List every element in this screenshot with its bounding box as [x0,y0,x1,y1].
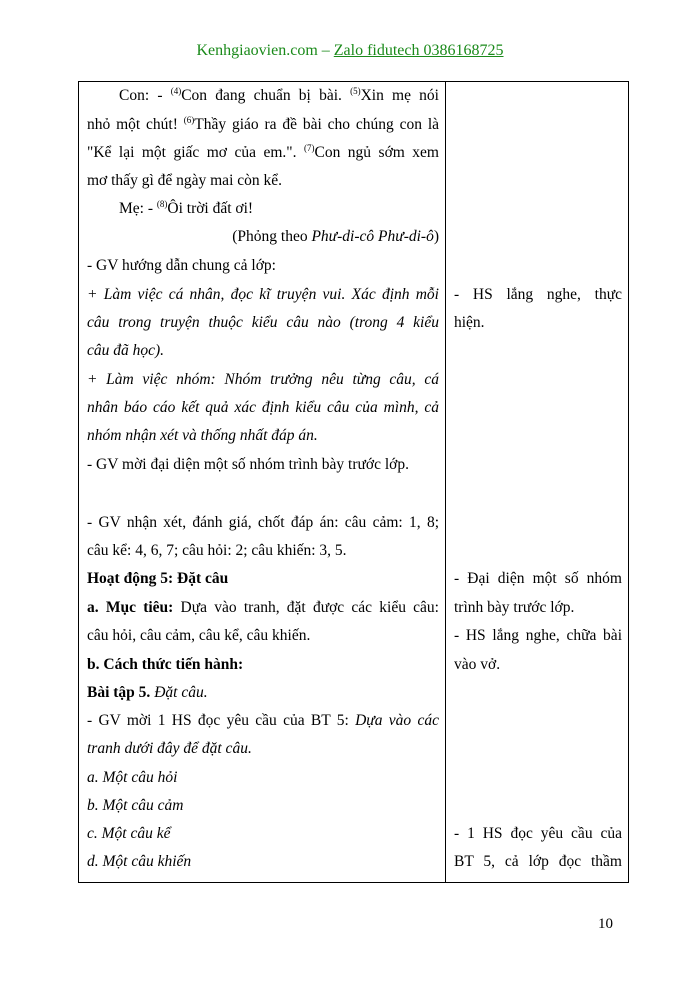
fix-line-1: - HS lắng nghe, chữa bài [454,627,622,644]
activity-5-heading: Hoạt động 5: Đặt câu [87,570,229,587]
dialog-line-4: mơ thấy gì để ngày mai còn kể. [87,172,283,189]
story-source: (Phỏng theo Phư-di-cô Phư-di-ô) [232,228,439,245]
task2-line-3: nhóm nhận xét và thống nhất đáp án. [87,427,318,444]
goal-line-1: a. Mục tiêu: Dựa vào tranh, đặt được các kiểu câu: [87,599,439,616]
hs-listen-line-1: - HS lắng nghe, thực [454,286,622,303]
gv-invite: - GV mời đại diện một số nhóm trình bày trước lớp. [87,456,410,473]
read-line-2: BT 5, cả lớp đọc thầm [454,853,622,870]
fix-line-2: vào vở. [454,656,501,673]
header-separator: – [317,42,334,59]
task1-line-3: câu đã học). [87,342,165,359]
read-line-1: - 1 HS đọc yêu cầu của [454,825,622,842]
task1-line-2: câu trong truyện thuộc kiểu câu nào (trong 4 kiểu [87,314,439,331]
page-number: 10 [598,916,613,932]
lesson-table [78,81,629,883]
dialog-line-5: Mẹ: - $^{(8)}$Ôi trời đất ơi! [119,198,254,217]
task2-line-2: nhân báo cáo kết quả xác định kiểu câu của mình, cả [87,399,439,416]
exercise-5-title: Bài tập 5. Đặt câu. [87,684,208,701]
hs-listen-line-2: hiện. [454,314,485,331]
gv-guide: - GV hướng dẫn chung cả lớp: [87,257,276,274]
teacher-column [79,82,446,883]
gv-invite2-line-2: tranh dưới đây để đặt câu. [87,740,252,757]
dialog-line-3: "Kể lại một giấc mơ của em.". $^{(7)}$Con ngủ sớm xem [87,142,439,161]
contact-link[interactable]: Zalo fidutech 0386168725 [333,42,504,59]
gv-invite2-line-1: - GV mời 1 HS đọc yêu cầu của BT 5: Dựa vào các [87,712,439,729]
rep-line-1: - Đại diện một số nhóm [454,570,622,587]
task1-line-1: + Làm việc cá nhân, đọc kĩ truyện vui. Xác định mỗi [87,286,439,303]
task2-line-1: + Làm việc nhóm: Nhóm trưởng nêu từng câu, cá [87,371,439,388]
option-d: d. Một câu khiến [87,853,192,870]
option-c: c. Một câu kể [87,825,171,842]
page-header [0,42,700,60]
option-a: a. Một câu hỏi [87,769,178,786]
method-heading: b. Cách thức tiến hành: [87,656,244,673]
site-link[interactable]: Kenhgiaovien.com [196,42,318,59]
option-b: b. Một câu cảm [87,797,184,814]
student-column [446,82,629,883]
dialog-line-1: Con: - $^{(4)}$Con đang chuẩn bị bài. $^{(5)}$Xin mẹ nói [119,85,439,104]
goal-line-2: câu hỏi, câu cảm, câu kể, câu khiến. [87,627,311,644]
gv-comment-line-1: - GV nhận xét, đánh giá, chốt đáp án: câu cảm: 1, 8; [87,514,439,531]
rep-line-2: trình bày trước lớp. [454,599,575,616]
dialog-line-2: nhỏ một chút! $^{(6)}$Thầy giáo ra đề bài cho chúng con là [87,114,440,133]
gv-comment-line-2: câu kể: 4, 6, 7; câu hỏi: 2; câu khiến: 3, 5. [87,542,347,559]
